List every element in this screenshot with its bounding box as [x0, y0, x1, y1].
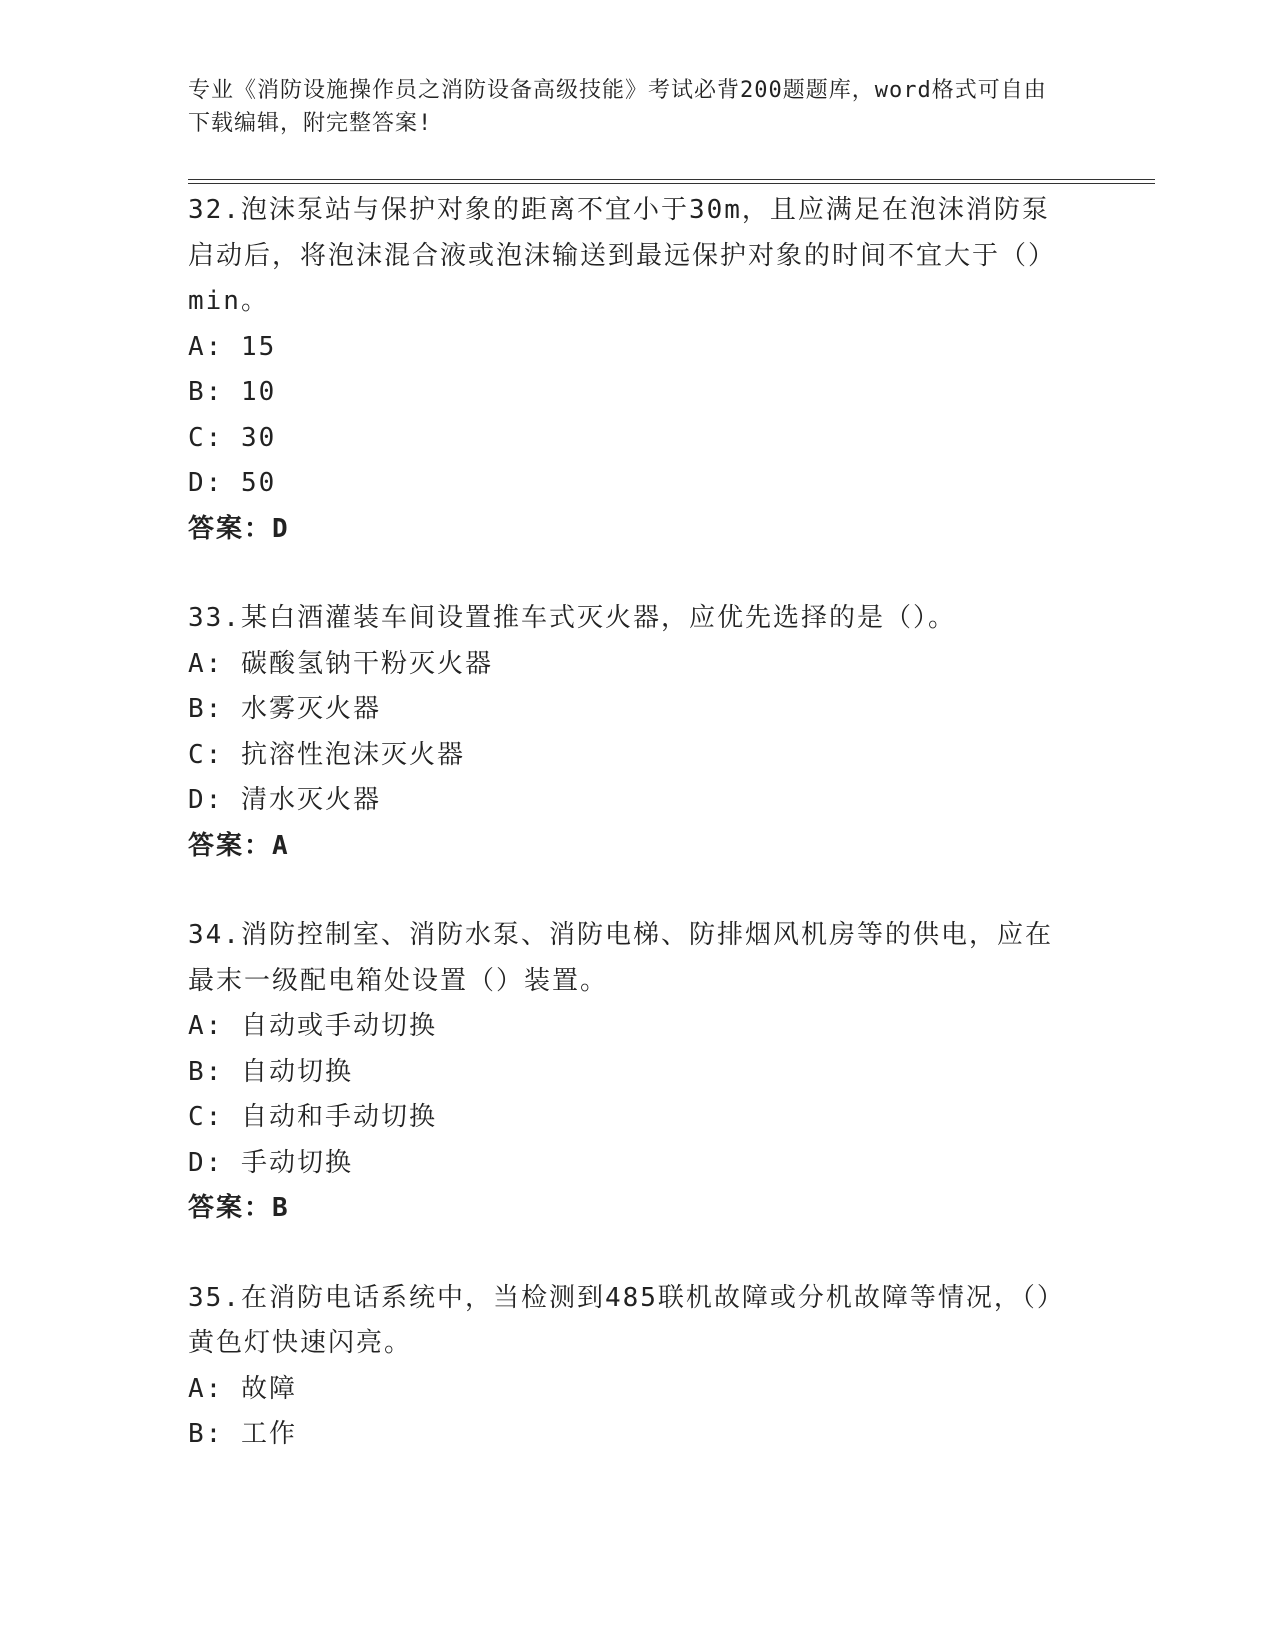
question-text: 32.泡沫泵站与保护对象的距离不宜小于30m，且应满足在泡沫消防泵启动后，将泡沫混合液或泡沫输送到最远保护对象的时间不宜大于（）min。	[188, 195, 1057, 316]
answer-line: 答案：D	[188, 513, 290, 544]
question-32	[188, 188, 1073, 552]
question-text: 35.在消防电话系统中，当检测到485联机故障或分机故障等情况，（）黄色灯快速闪亮。	[188, 1282, 1065, 1358]
option-b: B: 水雾灭火器	[188, 694, 381, 724]
option-a: A: 故障	[188, 1373, 297, 1404]
answer-line: 答案：A	[188, 830, 290, 861]
option-d: D: 清水灭火器	[188, 785, 381, 815]
option-a: A: 自动或手动切换	[188, 1011, 437, 1041]
option-a: A: 碳酸氢钠干粉灭火器	[188, 648, 493, 679]
question-35	[188, 1276, 1073, 1458]
option-a: A: 15	[188, 331, 277, 362]
question-text: 33.某白酒灌装车间设置推车式灭火器，应优先选择的是（）。	[188, 603, 956, 633]
option-d: D: 50	[188, 468, 277, 498]
option-c: C: 30	[188, 422, 277, 453]
question-text: 34.消防控制室、消防水泵、消防电梯、防排烟风机房等的供电，应在最末一级配电箱处设置（）装置。	[188, 920, 1053, 996]
answer-line: 答案：B	[188, 1193, 290, 1223]
question-33	[188, 596, 1073, 869]
option-d: D: 手动切换	[188, 1147, 353, 1178]
document-header: 专业《消防设施操作员之消防设备高级技能》考试必背200题题库，word格式可自由下载编辑，附完整答案!	[188, 78, 1047, 136]
option-b: B: 工作	[188, 1419, 297, 1449]
option-b: B: 10	[188, 377, 277, 407]
option-c: C: 自动和手动切换	[188, 1102, 437, 1132]
question-34	[188, 913, 1073, 1232]
option-c: C: 抗溶性泡沫灭火器	[188, 739, 465, 770]
header-divider	[188, 179, 1155, 184]
option-b: B: 自动切换	[188, 1056, 353, 1087]
question-list	[188, 188, 1073, 1502]
